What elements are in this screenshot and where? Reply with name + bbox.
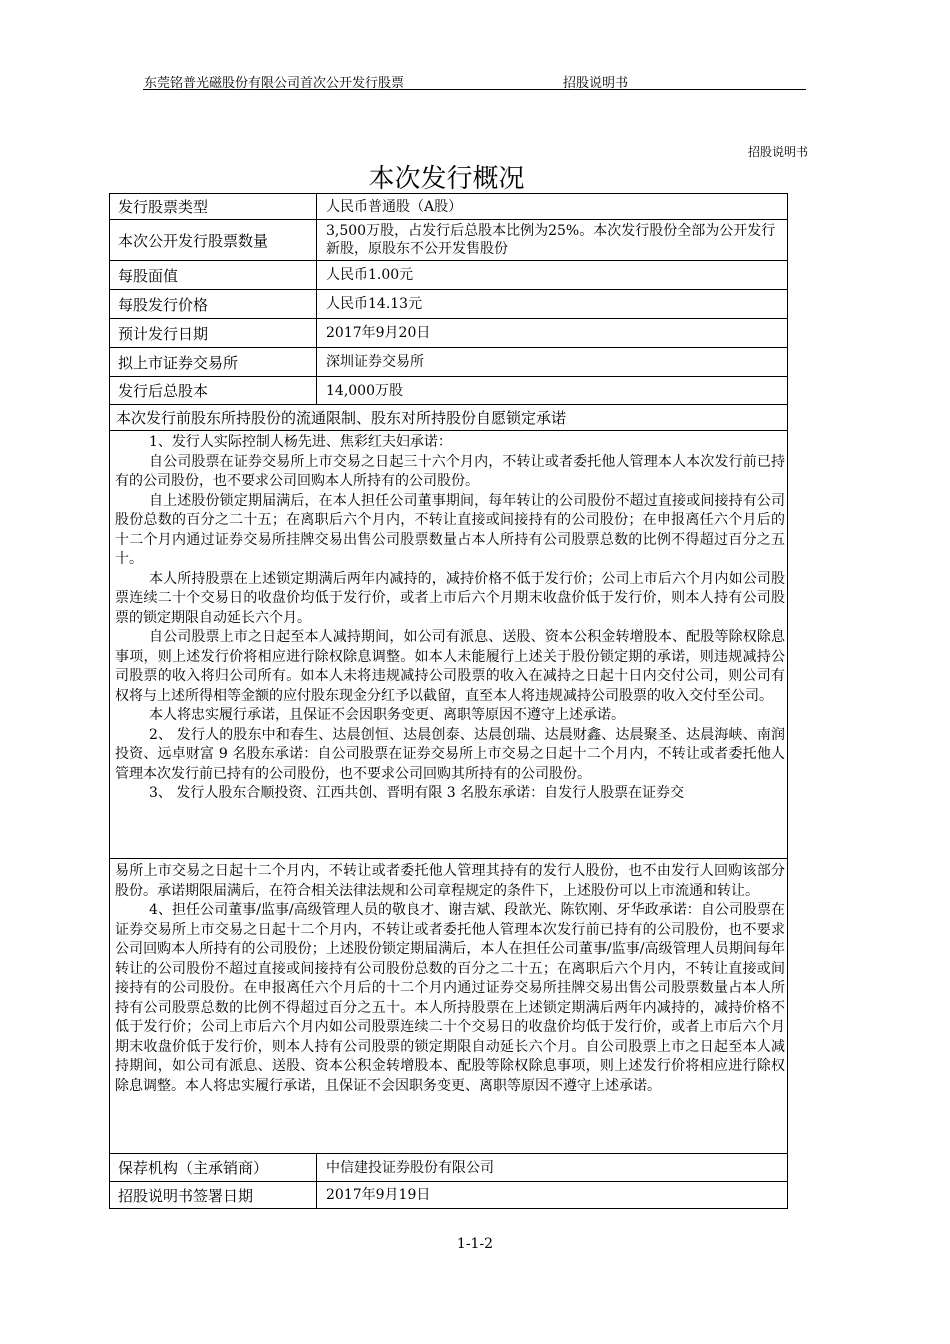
table-row bbox=[110, 377, 787, 405]
lockup-paragraph: 自上述股份锁定期届满后，在本人担任公司董事期间，每年转让的公司股份不超过直接或间接持有公司股份总数的百分之二十五；在离职后六个月内，不转让直接或间接持有的公司股份；在申报离任六个月后的十二个月内通过证券交易所挂牌交易出售公司股票数量占本人所持有公司股票总数的比例不得超过百分之五十。 bbox=[115, 492, 785, 567]
table-row bbox=[110, 261, 787, 290]
table-row bbox=[110, 220, 787, 261]
lockup-section-b bbox=[115, 862, 785, 1096]
lockup-title-row bbox=[110, 405, 787, 431]
lockup-section-a bbox=[115, 433, 785, 804]
row-value: 2017年9月19日 bbox=[326, 1187, 431, 1203]
row-label: 每股面值 bbox=[110, 261, 317, 289]
row-value: 人民币普通股（A股） bbox=[326, 198, 463, 215]
row-label: 预计发行日期 bbox=[110, 319, 317, 347]
lockup-paragraph: 自公司股票在证券交易所上市交易之日起三十六个月内，不转让或者委托他人管理本人本次发行前已持有的公司股份，也不要求公司回购本人所持有的公司股份。 bbox=[115, 453, 785, 489]
lockup-paragraph: 本人所持股票在上述锁定期满后两年内减持的，减持价格不低于发行价；公司上市后六个月内如公司股票连续二十个交易日的收盘价均低于发行价，或者上市后六个月期末收盘价低于发行价，则本人持有公司股票的锁定期限自动延长六个月。 bbox=[115, 570, 785, 626]
table-row bbox=[110, 319, 787, 348]
offering-table bbox=[109, 193, 788, 1209]
row-label: 拟上市证券交易所 bbox=[110, 348, 317, 376]
row-value: 3,500万股，占发行后总股本比例为25%。本次发行股份全部为公开发行新股，原股东不公开发售股份 bbox=[326, 223, 776, 257]
row-value: 深圳证券交易所 bbox=[326, 354, 424, 370]
page-title: 本次发行概况 bbox=[368, 164, 525, 194]
row-label: 发行股票类型 bbox=[110, 194, 317, 219]
row-value: 14,000万股 bbox=[326, 382, 403, 399]
page-number: 1-1-2 bbox=[456, 1236, 494, 1252]
lockup-paragraph: 4、担任公司董事/监事/高级管理人员的敬良才、谢吉斌、段歆光、陈钦刚、牙华政承诺：自公司股票在证券交易所上市交易之日起十二个月内，不转让或者委托他人管理本次发行前已持有的公司股份，也不要求公司回购本人所持有的公司股份；上述股份锁定期届满后，本人在担任公司董事/监事/高级管理人员期间每年转让的公司股份不超过直接或间接持有公司股份总数的百分之二十五；在离职后六个月内，不转让直接或间接持有的公司股份。在申报离任六个月后的十二个月内通过证券交易所挂牌交易出售公司股票数量占本人所持有公司股票总数的比例不得超过百分之五十。本人所持股票在上述锁定期满后两年内减持的，减持价格不低于发行价；公司上市后六个月内如公司股票连续二十个交易日的收盘价均低于发行价，或者上市后六个月期末收盘价低于发行价，则本人持有公司股票的锁定期限自动延长六个月。自公司股票上市之日起至本人减持期间，如公司有派息、送股、资本公积金转增股本、配股等除权除息事项，则上述发行价将相应进行除权除息调整。本人将忠实履行承诺，且保证不会因职务变更、离职等原因不遵守上述承诺。 bbox=[115, 902, 785, 1094]
row-value: 2017年9月20日 bbox=[326, 325, 431, 341]
lockup-paragraph: 本人将忠实履行承诺，且保证不会因职务变更、离职等原因不遵守上述承诺。 bbox=[149, 707, 625, 723]
table-row bbox=[110, 1154, 787, 1182]
row-label: 招股说明书签署日期 bbox=[110, 1182, 317, 1208]
lockup-title: 本次发行前股东所持股份的流通限制、股东对所持股份自愿锁定承诺 bbox=[116, 409, 567, 427]
table-row bbox=[110, 348, 787, 377]
corner-label: 招股说明书 bbox=[748, 145, 809, 159]
lockup-paragraph: 自公司股票上市之日起至本人减持期间，如公司有派息、送股、资本公积金转增股本、配股等除权除息事项，则上述发行价将相应进行除权除息调整。如本人未能履行上述关于股份锁定期的承诺，则违规减持公司股票的收入将归公司所有。如本人未将违规减持公司股票的收入在减持之日起十日内交付公司，则公司有权将与上述所得相等金额的应付股东现金分红予以截留，直至本人将违规减持公司股票的收入交付至公司。 bbox=[115, 629, 785, 704]
table-row bbox=[110, 290, 787, 319]
lockup-paragraph: 1、发行人实际控制人杨先进、焦彩红夫妇承诺： bbox=[149, 434, 452, 450]
table-row bbox=[110, 1182, 787, 1208]
header-company-doc: 东莞铭普光磁股份有限公司首次公开发行股票 bbox=[144, 76, 405, 91]
row-value: 人民币1.00元 bbox=[326, 267, 414, 283]
header-doc-type: 招股说明书 bbox=[563, 76, 629, 91]
lockup-paragraph: 3、 发行人股东合顺投资、江西共创、晋明有限 3 名股东承诺：自发行人股票在证券交 bbox=[149, 785, 685, 801]
row-value: 中信建投证券股份有限公司 bbox=[326, 1159, 494, 1176]
table-row bbox=[110, 194, 787, 220]
row-label: 发行后总股本 bbox=[110, 377, 317, 404]
row-label: 保荐机构（主承销商） bbox=[110, 1154, 317, 1181]
row-value: 人民币14.13元 bbox=[326, 296, 423, 312]
lockup-paragraph: 易所上市交易之日起十二个月内，不转让或者委托他人管理其持有的发行人股份，也不由发行人回购该部分股份。承诺期限届满后，在符合相关法律法规和公司章程规定的条件下，上述股份可以上市流通和转让。 bbox=[115, 863, 785, 899]
lockup-paragraph: 2、 发行人的股东中和春生、达晨创恒、达晨创泰、达晨创瑞、达晨财鑫、达晨聚圣、达晨海峡、南润投资、远卓财富 9 名股东承诺：自公司股票在证券交易所上市交易之日起十二个月内，不转让或者委托他人管理本次发行前已持有的公司股份，也不要求公司回购其所持有的公司股份。 bbox=[115, 726, 785, 782]
page-break-rule bbox=[110, 858, 787, 859]
header-rule bbox=[143, 89, 806, 90]
row-label: 本次公开发行股票数量 bbox=[110, 220, 317, 260]
row-label: 每股发行价格 bbox=[110, 290, 317, 318]
